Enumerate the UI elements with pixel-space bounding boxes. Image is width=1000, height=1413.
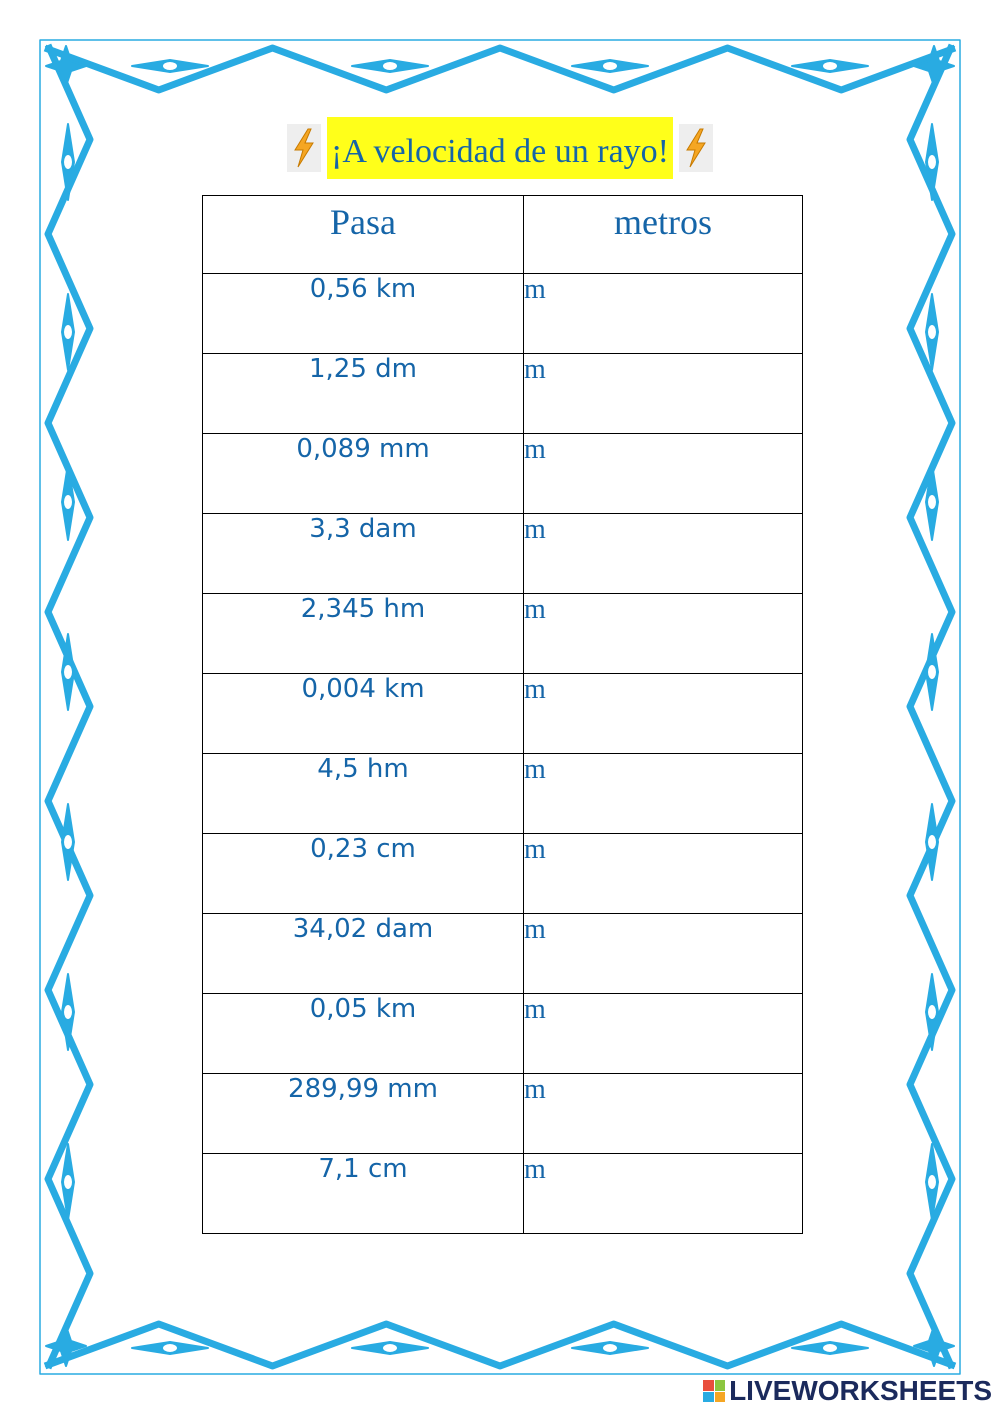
metros-answer-cell[interactable]: m	[524, 754, 803, 834]
border-ornament	[602, 61, 618, 71]
metros-answer-cell[interactable]: m	[524, 1074, 803, 1154]
quantity-cell: 0,23 cm	[203, 834, 524, 914]
liveworksheets-watermark	[703, 1374, 992, 1408]
table-header-row	[203, 196, 803, 274]
border-ornament	[927, 664, 937, 680]
liveworksheets-logo-icon	[703, 1380, 725, 1402]
border-ornament	[927, 494, 937, 510]
border-ornament	[63, 664, 73, 680]
border-ornament	[927, 324, 937, 340]
border-ornament	[162, 1343, 178, 1353]
metros-answer-cell[interactable]: m	[524, 434, 803, 514]
table-row	[203, 834, 803, 914]
border-ornament	[382, 1343, 398, 1353]
metros-answer-cell[interactable]: m	[524, 834, 803, 914]
table-row	[203, 434, 803, 514]
metros-answer-cell[interactable]: m	[524, 514, 803, 594]
quantity-cell: 1,25 dm	[203, 354, 524, 434]
border-ornament	[927, 834, 937, 850]
border-ornament	[382, 61, 398, 71]
border-ornament	[822, 1343, 838, 1353]
metros-answer-cell[interactable]: m	[524, 914, 803, 994]
metros-answer-cell[interactable]: m	[524, 674, 803, 754]
quantity-cell: 0,004 km	[203, 674, 524, 754]
metros-answer-cell[interactable]: m	[524, 354, 803, 434]
border-ornament	[63, 834, 73, 850]
border-ornament	[822, 61, 838, 71]
metros-answer-cell[interactable]: m	[524, 594, 803, 674]
border-ornament	[63, 1174, 73, 1190]
border-ornament	[63, 324, 73, 340]
border-ornament	[602, 1343, 618, 1353]
table-row	[203, 994, 803, 1074]
quantity-cell: 34,02 dam	[203, 914, 524, 994]
lightning-bolt-icon	[287, 124, 321, 172]
border-ornament	[927, 1004, 937, 1020]
column-header-pasa: Pasa	[203, 196, 524, 274]
quantity-cell: 0,05 km	[203, 994, 524, 1074]
quantity-cell: 4,5 hm	[203, 754, 524, 834]
table-row	[203, 1074, 803, 1154]
border-ornament	[63, 1004, 73, 1020]
border-ornament	[162, 61, 178, 71]
quantity-cell: 2,345 hm	[203, 594, 524, 674]
table-row	[203, 594, 803, 674]
border-ornament	[927, 1174, 937, 1190]
title-row	[0, 116, 1000, 180]
metros-answer-cell[interactable]: m	[524, 274, 803, 354]
table-row	[203, 1154, 803, 1234]
table-row	[203, 514, 803, 594]
metros-answer-cell[interactable]: m	[524, 1154, 803, 1234]
quantity-cell: 0,089 mm	[203, 434, 524, 514]
quantity-cell: 3,3 dam	[203, 514, 524, 594]
table-row	[203, 674, 803, 754]
quantity-cell: 289,99 mm	[203, 1074, 524, 1154]
quantity-cell: 7,1 cm	[203, 1154, 524, 1234]
table-row	[203, 354, 803, 434]
conversion-table	[202, 195, 803, 1234]
page-title: ¡A velocidad de un rayo!	[327, 117, 673, 179]
quantity-cell: 0,56 km	[203, 274, 524, 354]
table-row	[203, 754, 803, 834]
lightning-bolt-icon	[679, 124, 713, 172]
metros-answer-cell[interactable]: m	[524, 994, 803, 1074]
border-ornament	[63, 494, 73, 510]
column-header-metros: metros	[524, 196, 803, 274]
watermark-text: LIVEWORKSHEETS	[729, 1375, 992, 1406]
table-row	[203, 274, 803, 354]
table-row	[203, 914, 803, 994]
